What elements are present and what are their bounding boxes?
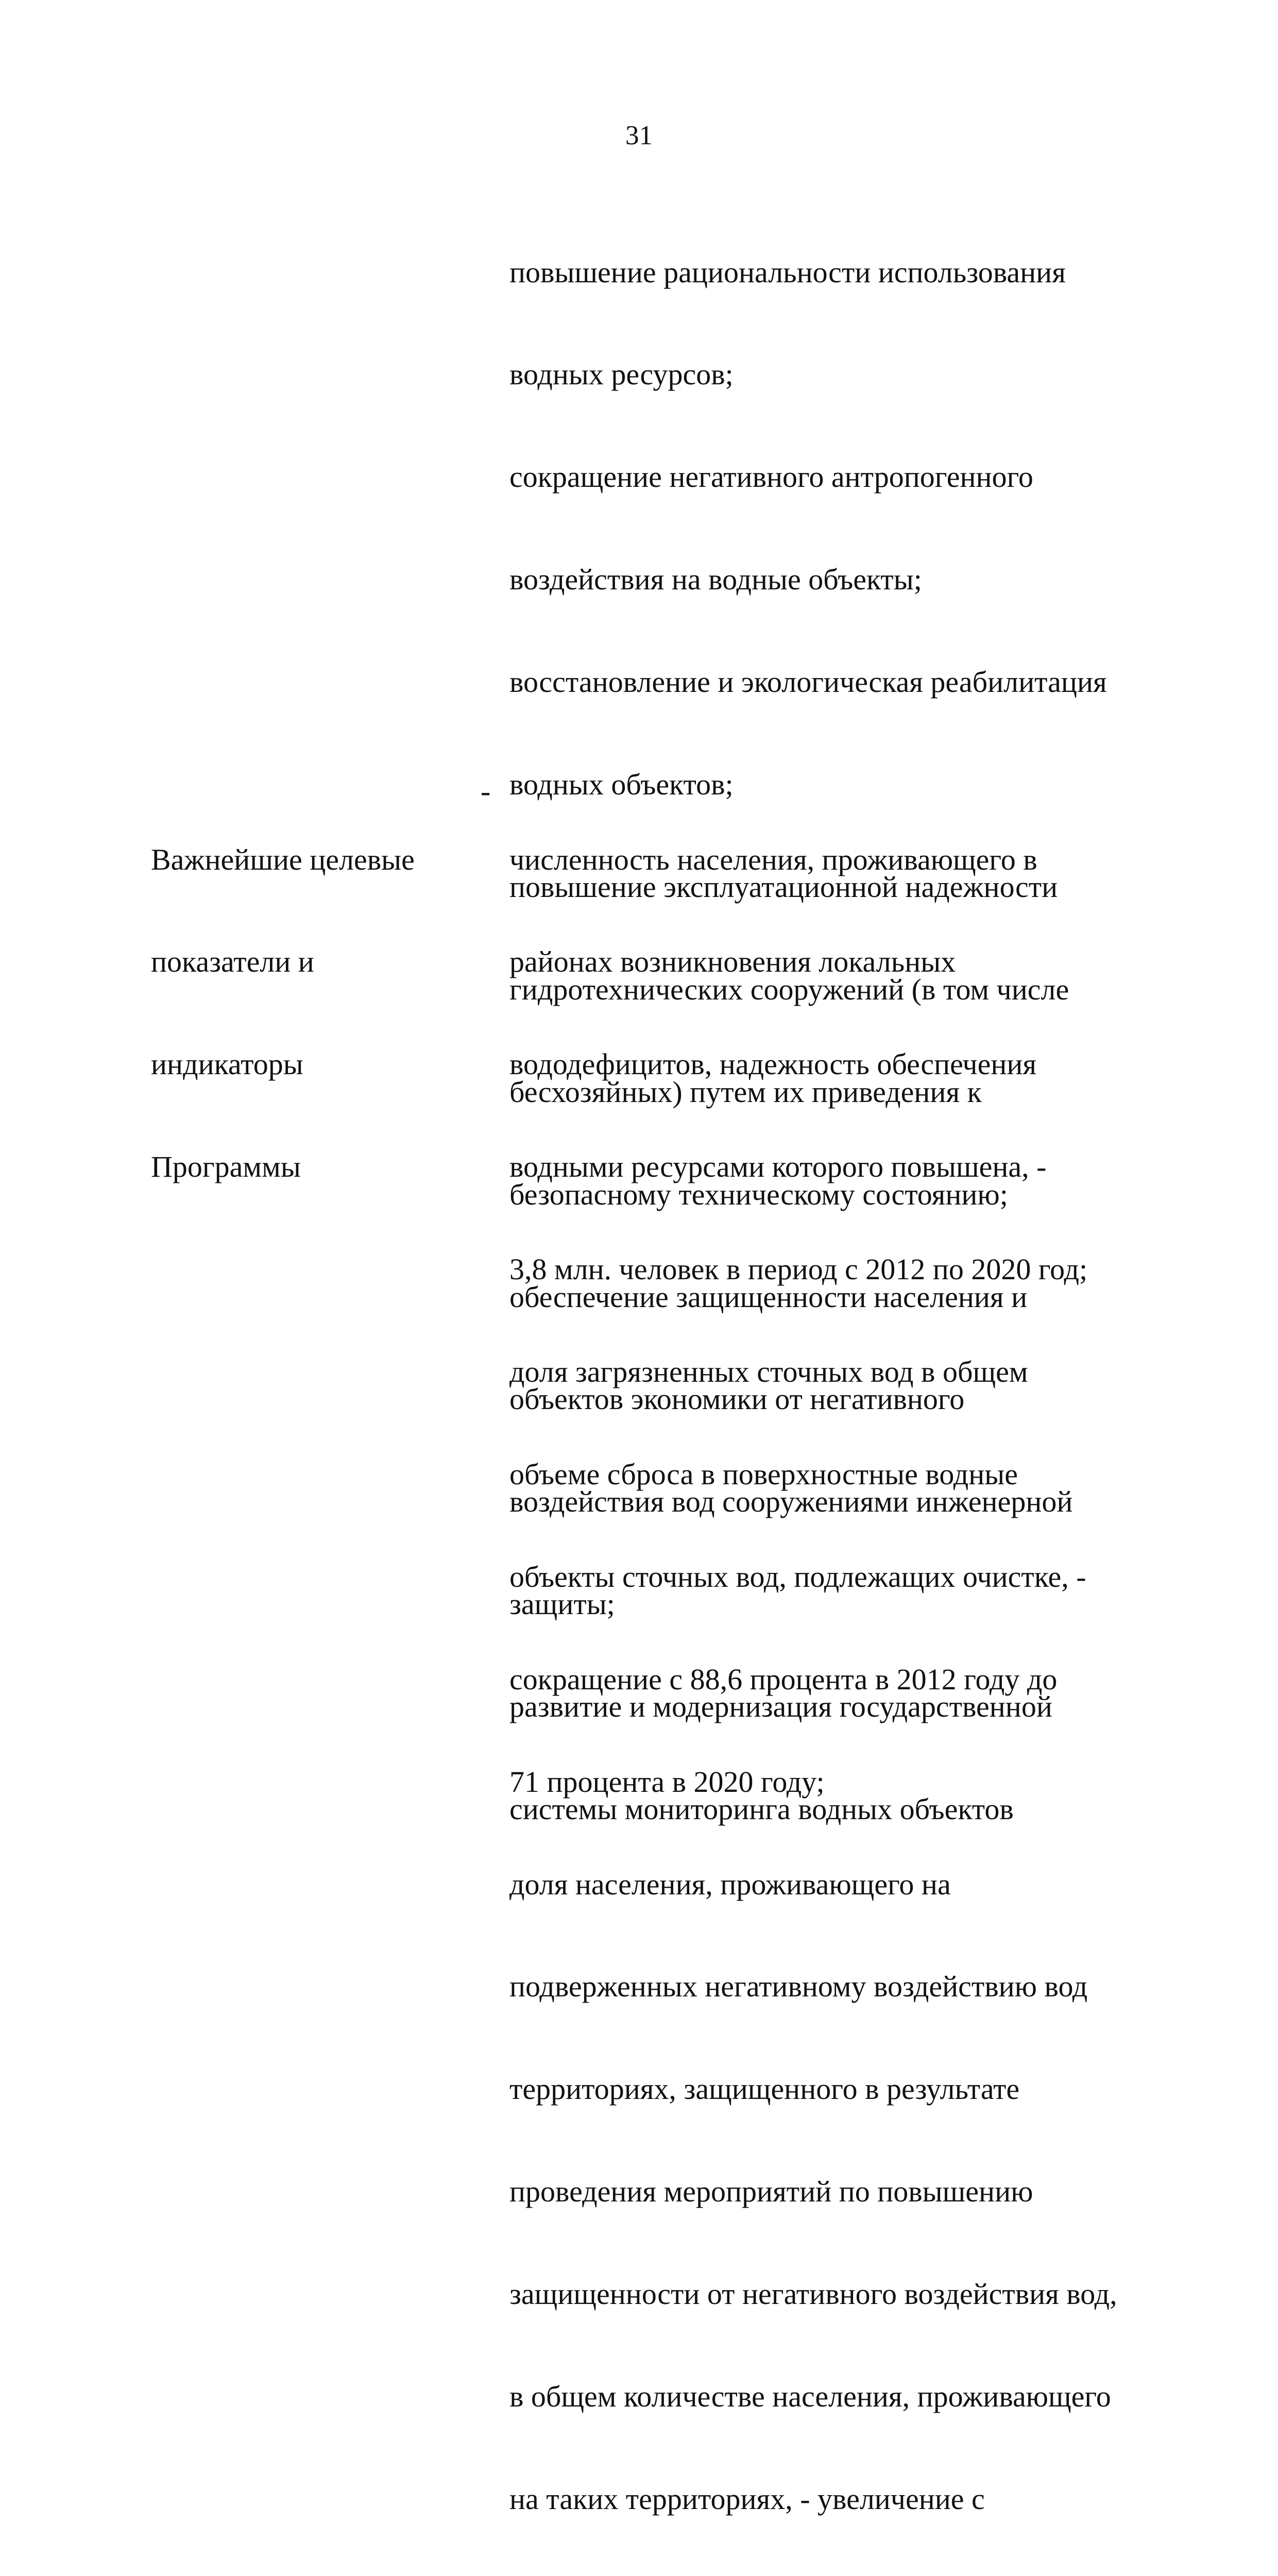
text-line: безопасному техническому состоянию; xyxy=(509,1177,1008,1211)
text-line: объеме сброса в поверхностные водные xyxy=(509,1457,1018,1491)
separator-dash: - xyxy=(481,774,491,808)
text-line: сокращение с 88,6 процента в 2012 году до xyxy=(509,1662,1058,1696)
indicators-label xyxy=(151,774,415,1218)
text-line: объекты сточных вод, подлежащих очистке, - xyxy=(509,1560,1086,1594)
text-line: водных объектов; xyxy=(509,768,734,802)
text-line: воздействия на водные объекты; xyxy=(509,563,922,597)
text-line: объектов экономики от негативного xyxy=(509,1382,965,1416)
text-line: защиты; xyxy=(509,1587,615,1621)
text-line: бесхозяйных) путем их приведения к xyxy=(509,1075,982,1109)
text-line: районах возникновения локальных xyxy=(509,945,956,979)
text-line: повышение рациональности использования xyxy=(509,255,1066,289)
text-line: вододефицитов, надежность обеспечения xyxy=(509,1047,1037,1081)
indicators-text xyxy=(509,774,1117,2576)
text-line: гидротехнических сооружений (в том числе xyxy=(509,972,1069,1006)
text-line: развитие и модернизация государственной xyxy=(509,1690,1052,1724)
text-line: подверженных негативному воздействию вод xyxy=(509,1970,1088,2004)
label-line: Важнейшие целевые xyxy=(151,842,415,876)
text-line: доля населения, проживающего на xyxy=(509,1867,951,1901)
text-line: системы мониторинга водных объектов xyxy=(509,1792,1014,1826)
text-line: на таких территориях, - увеличение с xyxy=(509,2482,985,2516)
text-line: доля загрязненных сточных вод в общем xyxy=(509,1355,1028,1389)
text-line: водных ресурсов; xyxy=(509,358,734,392)
text-line: защищенности от негативного воздействия вод, xyxy=(509,2277,1117,2311)
text-line: в общем количестве населения, проживающего xyxy=(509,2379,1111,2413)
text-line: 3,8 млн. человек в период с 2012 по 2020 год; xyxy=(509,1252,1088,1286)
text-line: обеспечение защищенности населения и xyxy=(509,1280,1028,1314)
text-line: территориях, защищенного в результате xyxy=(509,2072,1020,2106)
text-line: численность населения, проживающего в xyxy=(509,842,1037,876)
label-line: индикаторы xyxy=(151,1047,303,1081)
text-line: водными ресурсами которого повышена, - xyxy=(509,1150,1047,1184)
text-line: сокращение негативного антропогенного xyxy=(509,460,1033,494)
text-line: 71 процента в 2020 году; xyxy=(509,1765,825,1799)
text-line: повышение эксплуатационной надежности xyxy=(509,870,1058,904)
page-number: 31 xyxy=(625,121,653,150)
text-line: воздействия вод сооружениями инженерной xyxy=(509,1485,1073,1519)
label-line: показатели и xyxy=(151,945,314,979)
label-line: Программы xyxy=(151,1150,301,1184)
text-line: проведения мероприятий по повышению xyxy=(509,2175,1033,2209)
text-line: восстановление и экологическая реабилитация xyxy=(509,665,1107,699)
